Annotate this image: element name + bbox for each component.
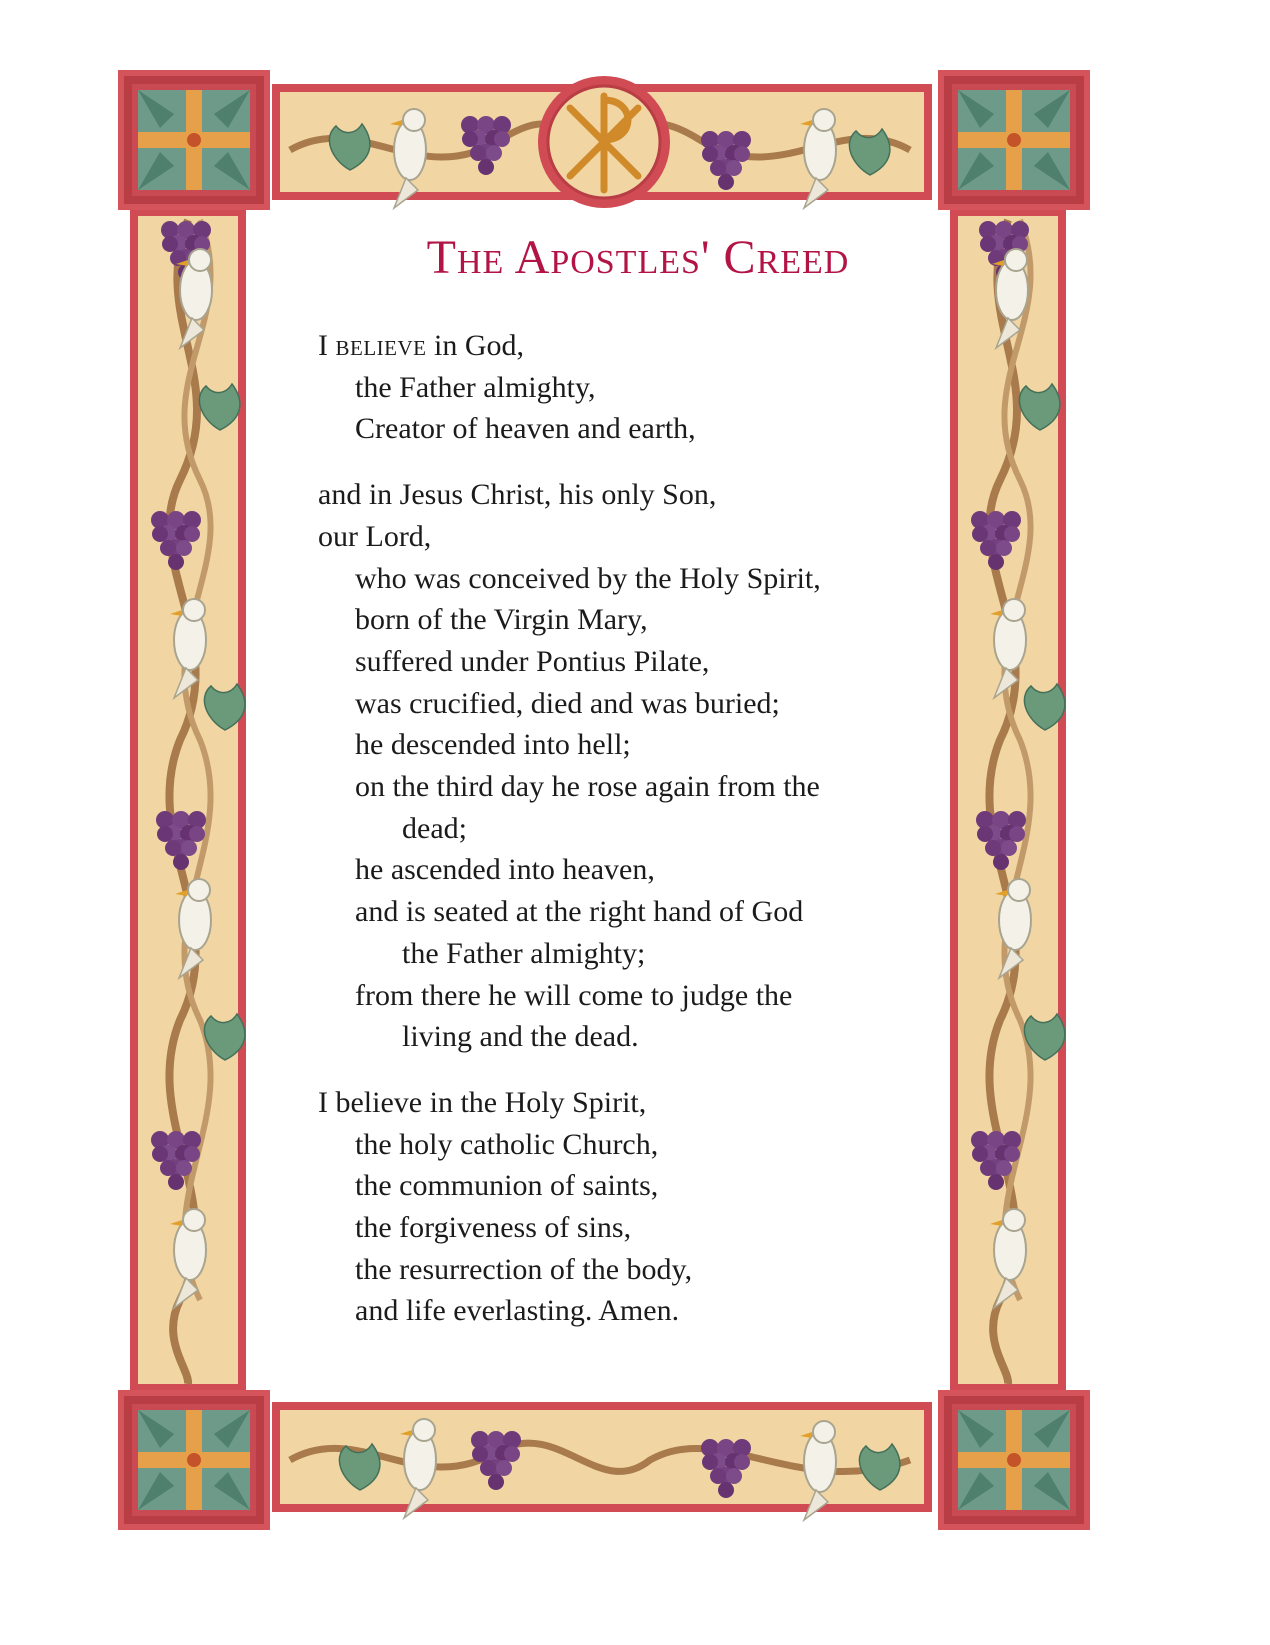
creed-line: born of the Virgin Mary, — [355, 603, 648, 637]
cross-corner-icon — [118, 70, 270, 210]
creed-line: suffered under Pontius Pilate, — [355, 644, 710, 678]
creed-line: our Lord, — [318, 519, 432, 553]
stanza-3 — [318, 1082, 958, 1332]
creed-text: in God, — [426, 329, 524, 362]
creed-text-area — [318, 230, 958, 1356]
creed-line: from there he will come to judge the — [355, 978, 793, 1012]
creed-line: Creator of heaven and earth, — [355, 412, 696, 446]
cross-corner-icon — [118, 1390, 270, 1530]
chi-rho-icon — [538, 76, 670, 208]
creed-smallcaps-word: believe — [335, 329, 427, 362]
creed-line: on the third day he rose again from the — [355, 770, 820, 804]
stanza-2 — [318, 474, 958, 1058]
creed-line: the Father almighty, — [355, 370, 596, 404]
creed-line: I believe in the Holy Spirit, — [318, 1085, 647, 1119]
creed-line: he descended into hell; — [355, 728, 631, 762]
creed-text: I — [318, 329, 336, 362]
creed-line: who was conceived by the Holy Spirit, — [355, 561, 821, 595]
creed-line: living and the dead. — [402, 1020, 639, 1054]
creed-line: the resurrection of the body, — [355, 1252, 693, 1286]
creed-line: he ascended into heaven, — [355, 853, 655, 887]
creed-line: the holy catholic Church, — [355, 1127, 659, 1161]
creed-line: the forgiveness of sins, — [355, 1211, 632, 1245]
creed-line: and life everlasting. Amen. — [355, 1294, 680, 1328]
creed-line: dead; — [402, 811, 467, 845]
creed-line — [318, 325, 958, 367]
creed-line: and in Jesus Christ, his only Son, — [318, 478, 717, 512]
creed-line: was crucified, died and was buried; — [355, 686, 780, 720]
page-title: The Apostles' Creed — [426, 231, 850, 284]
creed-line: and is seated at the right hand of God — [355, 895, 804, 929]
creed-line: the Father almighty; — [402, 936, 646, 970]
cross-corner-icon — [938, 1390, 1090, 1530]
creed-line: the communion of saints, — [355, 1169, 659, 1203]
stanza-1 — [318, 325, 958, 450]
cross-corner-icon — [938, 70, 1090, 210]
